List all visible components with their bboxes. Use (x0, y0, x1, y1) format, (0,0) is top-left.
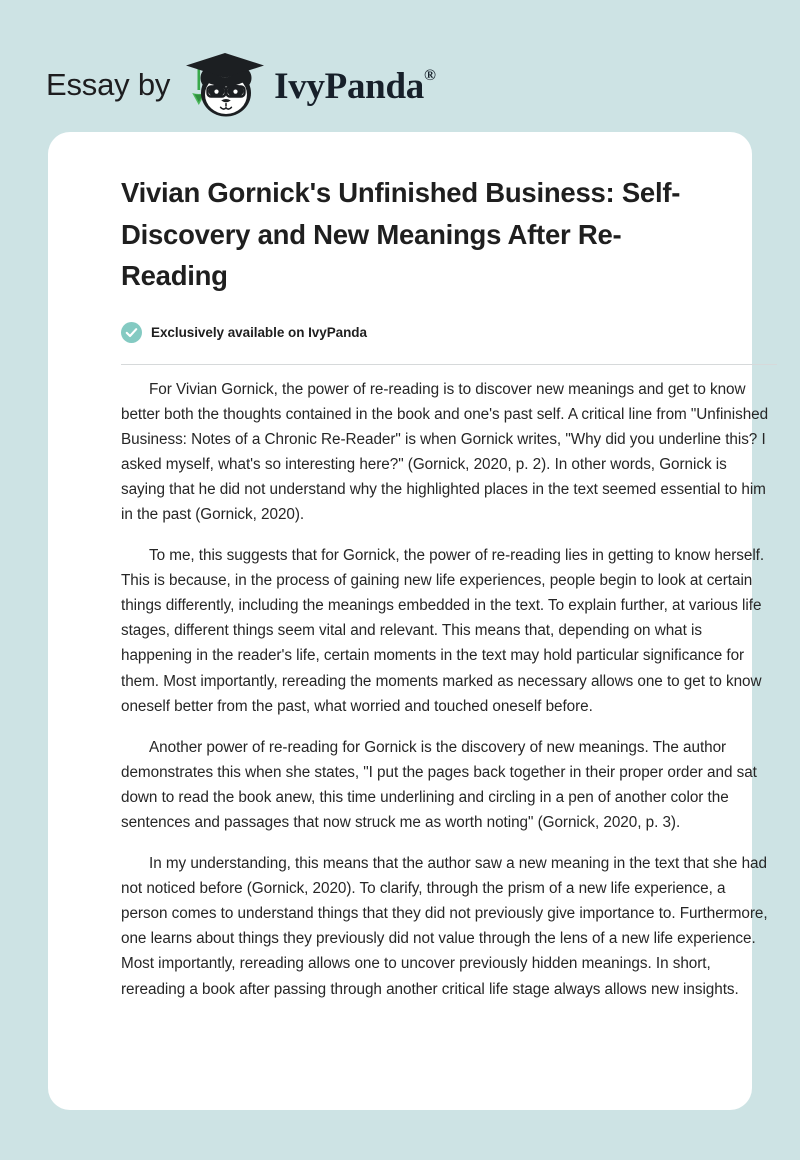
exclusive-availability-badge (121, 322, 721, 343)
ivypanda-panda-graduate-logo-icon (182, 49, 268, 121)
essay-paragraph: Another power of re-reading for Gornick is the discovery of new meanings. The author demonstrates this when she states, "I put the pages back together in their proper order and sat down to read the book anew, this time underlining and circling in a pen of another color the sentences and passages that now struck me as worth noting" (Gornick, 2020, p. 3). (121, 738, 757, 831)
ivypanda-wordmark (274, 68, 435, 105)
essay-paragraph: In my understanding, this means that the author saw a new meaning in the text that she had not noticed before (Gornick, 2020). To clarify, through the prism of a new life experience, a person comes to understand things that they did not previously give importance to. Furthermore, one learns about things they previously did not value through the lens of a new life experience. Most importantly, rereading allows one to uncover previously hidden meanings. In short, rereading a book after passing through another critical life stage always allows new insights. (121, 855, 768, 998)
essay-body (121, 365, 773, 1002)
status-badge-label: Exclusively available on IvyPanda (151, 324, 367, 340)
brand-name-text: IvyPanda (274, 66, 424, 107)
brand-header (0, 0, 800, 132)
essay-card (48, 132, 769, 1110)
essay-by-label: Essay by (46, 67, 171, 102)
essay-paragraph: To me, this suggests that for Gornick, the power of re-reading lies in getting to know herself. This is because, in the process of gaining new life experiences, people begin to look at certain things differently, including the meanings embedded in the text. To explain further, at various life stages, different things seem vital and relevant. This means that, depending on what is happening in the reader's life, certain moments in the text may hold particular significance for them. Most importantly, rereading the moments marked as necessary allows one to get to know oneself better from the past, what worried and touched oneself before. (121, 547, 765, 715)
page-title: Vivian Gornick's Unfinished Business: Self-Discovery and New Meanings After Re-Reading (121, 177, 681, 291)
registered-trademark-icon: ® (423, 66, 436, 84)
essay-paragraph: For Vivian Gornick, the power of re-reading is to discover new meanings and get to know better both the thoughts contained in the book and one's past self. A critical line from "Unfinished Business: Notes of a Chronic Re-Reader" is when Gornick writes, "Why did you underline this? I asked myself, what's so interesting here?" (Gornick, 2020, p. 2). In other words, Gornick is saying that he did not understand why the highlighted places in the text seemed essential to him in the past (Gornick, 2020). (121, 380, 769, 523)
check-circle-icon (121, 322, 142, 343)
